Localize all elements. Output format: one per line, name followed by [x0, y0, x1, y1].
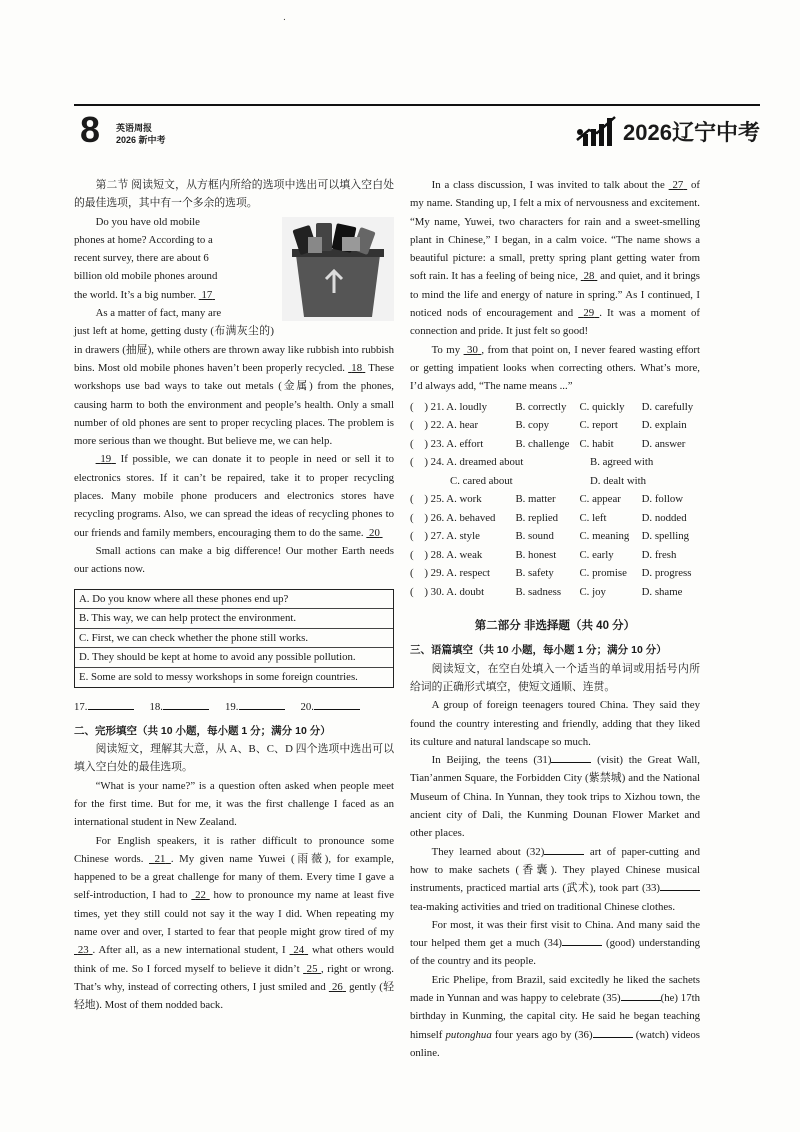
choice-row-25[interactable]: ( ) 25. A. work B. matter C. appear D. follow	[410, 493, 684, 506]
choice-row-29[interactable]: ( ) 29. A. respect B. safety C. promise D. progress	[410, 567, 692, 580]
choice-row-24b[interactable]: C. cared about D. dealt with	[450, 474, 647, 487]
blank-26: 26	[332, 980, 343, 993]
intro-line: billion old mobile phones around	[74, 270, 218, 283]
blank-35[interactable]	[621, 1000, 661, 1001]
page-header	[74, 104, 760, 158]
header-sub-2: 2026 新中考	[116, 135, 166, 145]
grammar-paragraph-1: A group of foreign teenagers toured China. They said they found the country interesting and friendly, adding that they liked its culture and natural landscape so much.	[410, 699, 700, 748]
grammar-paragraph-5: Eric Phelipe, from Brazil, said excitedly he liked the sachets made in Yunnan and was happy to celebrate (35) (he) 17th birthday in Kunming, the capital city. He said he began teaching himself putonghua four years ago by (36) (watch) videos online.	[410, 973, 700, 1059]
reading-passage	[74, 213, 394, 579]
paragraph-2: 19 If possible, we can donate it to people in need or sell it to electronics stores. If it can’t be repaired, take it to proper recycling places. Many mobile phone producers and electronics stores have recycling programs. Also, we can spread the ideas of recycling phones to our friends and family members, encouraging them to do the same. 20	[74, 453, 394, 539]
cloze-choices	[410, 398, 700, 602]
option-d: D. They should be kept at home to avoid any possible pollution.	[75, 648, 393, 668]
answer-19[interactable]: 19.	[225, 698, 285, 716]
blank-29: 29	[583, 307, 595, 320]
grammar-instructions: 阅读短文，在空白处填入一个适当的单词或用括号内所给词的正确形式填空，使短文通顺、连贯。	[410, 662, 700, 693]
blank-25: 25	[306, 962, 318, 975]
blank-22: 22	[195, 889, 206, 902]
choice-row-23[interactable]: ( ) 23. A. effort B. challenge C. habit D. answer	[410, 437, 686, 450]
paragraph-3: Small actions can make a big difference! Our mother Earth needs our actions now.	[74, 544, 394, 576]
answer-line	[74, 698, 394, 716]
blank-36[interactable]	[593, 1037, 633, 1038]
section2-instructions: 第二节 阅读短文，从方框内所给的选项中选出可以填入空白处的最佳选项，其中有一个多余的选项。	[74, 179, 394, 210]
answer-18[interactable]: 18.	[150, 698, 210, 716]
header-subtitle	[116, 122, 166, 146]
blank-27: 27	[672, 179, 684, 191]
intro-line: phones at home? According to a	[74, 233, 213, 246]
blank-21: 21	[154, 852, 166, 865]
cloze-paragraph-4: To my 30 , from that point on, I never feared wasting effort or getting impatient looks when correcting others. What’s more, I’d always add, “The name means ...”	[410, 343, 700, 393]
intro-line: Do you have old mobile	[95, 215, 200, 228]
cloze-paragraph-3: In a class discussion, I was invited to talk about the 27 of my name. Standing up, I felt a mix of nervousness and excitement. “My name, Yuwei, two characters for rain and a sweet-smelling plant in Chinese,” I began, in a calm voice. “The name shows a beautiful picture: a small, pretty spring plant getting water from soft rain. It has a feeling of being nice, 28 and quiet, and it brings to mind the life and energy of nature in spring.” As I continued, I noticed nods of encouragement and 29 . It was a moment of connection and pride. It just felt so good!	[410, 179, 701, 338]
option-b: B. This way, we can help protect the environment.	[75, 609, 393, 629]
blank-20: 20	[369, 526, 380, 539]
putonghua-word: putonghua	[445, 1028, 492, 1041]
blank-33[interactable]	[660, 890, 700, 891]
scan-mark: ٠	[282, 14, 287, 24]
blank-31[interactable]	[551, 762, 591, 763]
choice-row-21[interactable]: ( ) 21. A. loudly B. correctly C. quickly D. carefully	[410, 400, 694, 413]
choice-row-28[interactable]: ( ) 28. A. weak B. honest C. early D. fresh	[410, 548, 677, 561]
answer-20[interactable]: 20.	[301, 698, 361, 716]
grammar-title: 三、语篇填空（共 10 小题，每小题 1 分；满分 10 分）	[410, 644, 667, 657]
part2-title: 第二部分 非选择题（共 40 分）	[474, 620, 636, 633]
paragraph-1: just left at home, getting dusty (布满灰尘的) in drawers (抽屉), while others are thrown away like rubbish into rubbish bins. Most old mobile phones haven’t been properly recycled. 18 These workshops use bad ways to take out metals (金属) from the phones, causing harm to both the environment and people’s health. Only a small number of old phones are sent to proper recycling places. The problem is more serious than we thought. But believe me, we can help.	[74, 325, 395, 448]
cloze-instructions: 阅读短文，理解其大意，从 A、B、C、D 四个选项中选出可以填入空白处的最佳选项。	[74, 743, 394, 774]
left-column	[74, 176, 394, 1015]
blank-30: 30	[467, 343, 478, 356]
grammar-paragraph-3: They learned about (32) art of paper-cutting and how to make sachets (香囊). They played Chinese musical instruments, practiced martial arts (武术), took part (33) tea-making activities and tried on traditional Chinese clothes.	[410, 845, 700, 913]
blank-32[interactable]	[544, 854, 584, 855]
option-c: C. First, we can check whether the phone still works.	[75, 629, 393, 649]
right-column	[410, 176, 700, 1062]
blank-28: 28	[583, 270, 595, 283]
blank-34[interactable]	[562, 945, 602, 946]
answer-17[interactable]: 17.	[74, 698, 134, 716]
cloze-paragraph-2: For English speakers, it is rather difficult to pronounce some Chinese words. 21 . My given name Yuwei (雨薇), for example, happened to be a great challenge for many of them. Every time I gave a self-introduction, I had to 22 how to pronounce my name at least five times, yet they still could not say it the way I did. When repeating my name over and over, I started to fear that people might grow tired of my 23 . After all, as a new international student, I 24 what others would think of me. So I forced myself to believe it didn’t 25 , right or wrong. That’s why, instead of correcting others, I just smiled and 26 gently (轻轻地). Most of them nodded back.	[74, 834, 395, 1012]
option-a: A. Do you know where all these phones end up?	[75, 590, 393, 610]
choice-row-27[interactable]: ( ) 27. A. style B. sound C. meaning D. spelling	[410, 530, 690, 543]
paragraph-start: As a matter of fact, many are	[95, 307, 222, 320]
brand	[575, 114, 760, 148]
blank-18: 18	[351, 361, 363, 374]
cloze-title: 二、完形填空（共 10 小题，每小题 1 分；满分 10 分）	[74, 724, 331, 737]
page-number: 8	[80, 109, 101, 150]
brand-title: 2026辽宁中考	[623, 119, 760, 145]
intro-line: recent survey, there are about 6	[74, 252, 209, 265]
choice-row-24[interactable]: ( ) 24. A. dreamed about B. agreed with	[410, 456, 654, 469]
grammar-paragraph-4: For most, it was their first visit to China. And many said the tour helped them get a much (34) (good) understanding of the country and its people.	[410, 918, 700, 968]
choice-row-26[interactable]: ( ) 26. A. behaved B. replied C. left D. nodded	[410, 511, 687, 524]
grammar-paragraph-2: In Beijing, the teens (31) (visit) the Great Wall, Tian’anmen Square, the Forbidden City (紫禁城) and the National Museum of China. In Yunnan, they took trips to Xizhou town, the ancient city of Dali, the Kunming Dounan Flower Market and other places.	[410, 754, 700, 840]
choice-row-22[interactable]: ( ) 22. A. hear B. copy C. report D. explain	[410, 419, 687, 432]
recycle-bin-phones-image	[282, 217, 394, 321]
blank-24: 24	[293, 944, 305, 957]
cloze-paragraph-1: “What is your name?” is a question often asked when people meet for the first time. But for me, it was the first challenge I faced as an international student in New Zealand.	[74, 779, 394, 829]
blank-17: 17	[201, 288, 213, 301]
header-sub-1: 英语周报	[116, 123, 153, 133]
blank-19: 19	[100, 453, 112, 466]
intro-text: the world. It’s a big number.	[74, 288, 197, 301]
option-e: E. Some are sold to messy workshops in some foreign countries.	[79, 670, 358, 683]
choice-row-30[interactable]: ( ) 30. A. doubt B. sadness C. joy D. shame	[410, 585, 683, 598]
options-box	[74, 589, 394, 688]
blank-23: 23	[77, 944, 89, 957]
bar-chart-logo-icon	[575, 114, 619, 148]
